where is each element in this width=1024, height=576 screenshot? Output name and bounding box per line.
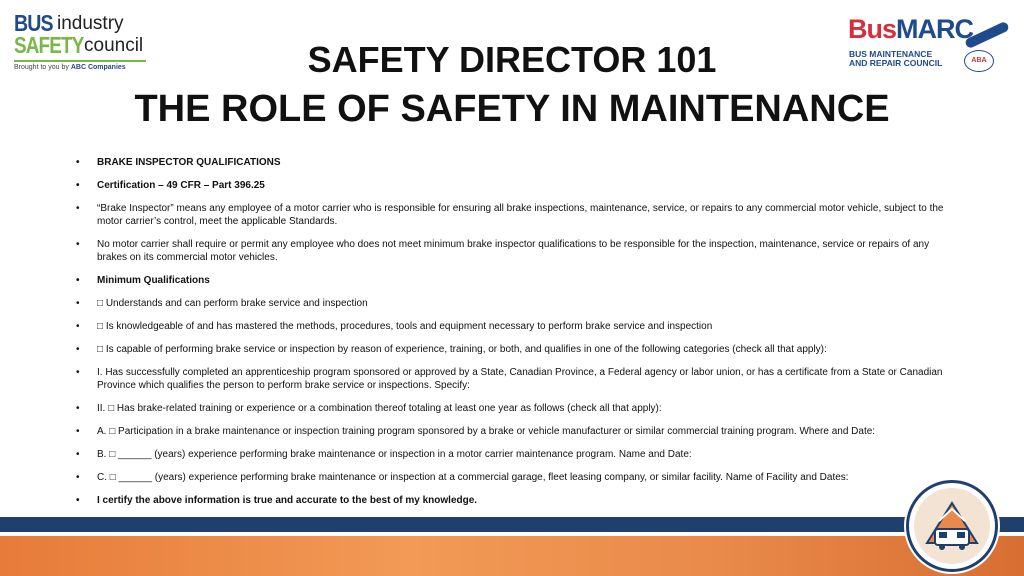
bullet-text: No motor carrier shall require or permit any employee who does not meet minimum brake inspector qualifications to be responsible for the inspection, maintenance, service or repairs of any brakes on its commercial motor vehicles. bbox=[97, 239, 930, 263]
bullet-text: II. □ Has brake-related training or experience or a combination thereof totaling at least one year as follows (check all that apply): bbox=[97, 403, 662, 414]
bullet-icon: • bbox=[76, 239, 80, 250]
bus-emblem-graphic bbox=[909, 483, 995, 569]
bullet-icon: • bbox=[76, 298, 80, 309]
bullet-text: B. □ ______ (years) experience performing brake maintenance or inspection in a motor carrier maintenance program. Name and Date: bbox=[97, 449, 692, 460]
logo-industry-text: industry bbox=[57, 13, 124, 34]
page-title: SAFETY DIRECTOR 101 bbox=[307, 39, 717, 80]
busmarc-marc-text: MARC bbox=[896, 14, 974, 44]
bullet-item bbox=[76, 320, 956, 333]
bullet-icon: • bbox=[76, 495, 80, 506]
bullet-item bbox=[76, 274, 956, 287]
bullet-icon: • bbox=[76, 275, 80, 286]
bullet-text: A. □ Participation in a brake maintenance or inspection training program sponsored by a brake or vehicle manufacturer or similar commercial training program. Where and Date: bbox=[97, 426, 876, 437]
bullet-icon: • bbox=[76, 344, 80, 355]
bullet-icon: • bbox=[76, 180, 80, 191]
logo-bus-text: BUS bbox=[14, 10, 53, 36]
bullet-text: □ Is capable of performing brake service or inspection by reason of experience, training, or both, and qualifies in one of the following categories (check all that apply): bbox=[97, 344, 827, 355]
page-subtitle: THE ROLE OF SAFETY IN MAINTENANCE bbox=[134, 88, 890, 130]
aba-badge-icon: ABA bbox=[964, 50, 994, 72]
bullet-icon: • bbox=[76, 472, 80, 483]
brought-by-company: ABC Companies bbox=[70, 64, 126, 71]
bullet-text: I certify the above information is true and accurate to the best of my knowledge. bbox=[97, 495, 478, 506]
bullet-icon: • bbox=[76, 426, 80, 437]
bullet-item bbox=[76, 297, 956, 310]
bullet-icon: • bbox=[76, 449, 80, 460]
bullet-item bbox=[76, 471, 956, 484]
bullet-text: I. Has successfully completed an apprenticeship program sponsored or approved by a State, Canadian Province, a Federal agency or labor union, or has a certificate from a State or Canadian Province which qualifies the person to perform brake service or inspections. Specify: bbox=[97, 367, 943, 391]
bullet-text: Minimum Qualifications bbox=[97, 275, 210, 286]
bullet-item bbox=[76, 366, 956, 392]
bullet-item bbox=[76, 343, 956, 356]
bullet-text: □ Is knowledgeable of and has mastered the methods, procedures, tools and equipment necessary to perform brake service and inspection bbox=[97, 321, 713, 332]
footer-stripe-navy bbox=[0, 517, 1024, 532]
bullet-text: Certification – 49 CFR – Part 396.25 bbox=[97, 180, 265, 191]
footer-stripe-orange bbox=[0, 536, 1024, 576]
bullet-item bbox=[76, 238, 956, 264]
bullet-item bbox=[76, 448, 956, 461]
bullet-item bbox=[76, 425, 956, 438]
bullet-text: BRAKE INSPECTOR QUALIFICATIONS bbox=[97, 157, 281, 168]
bullet-item bbox=[76, 494, 956, 507]
bullet-icon: • bbox=[76, 367, 80, 378]
logo-safety-text: SAFETY bbox=[14, 32, 84, 58]
busmarc-bus-text: Bus bbox=[848, 14, 897, 44]
bullet-item bbox=[76, 202, 956, 228]
bullet-icon: • bbox=[76, 203, 80, 214]
bullet-icon: • bbox=[76, 157, 80, 168]
busmarc-subtitle-line1: BUS MAINTENANCE bbox=[849, 49, 933, 59]
bullet-text: □ Understands and can perform brake service and inspection bbox=[97, 298, 368, 309]
logo-council-text: council bbox=[84, 35, 144, 56]
bullet-icon: • bbox=[76, 403, 80, 414]
bus-emblem-icon bbox=[906, 480, 998, 572]
bullet-text: “Brake Inspector” means any employee of a motor carrier who is responsible for ensuring all brake inspections, maintenance, service, or repairs to any commercial motor vehicle, subject to the motor carrier’s control, meet the applicable Standards. bbox=[97, 203, 944, 227]
bullet-item bbox=[76, 179, 956, 192]
bullet-item bbox=[76, 402, 956, 415]
brought-by-text: Brought to you by bbox=[14, 64, 69, 71]
bullet-list bbox=[76, 156, 956, 517]
bullet-item bbox=[76, 156, 956, 169]
bullet-text: C. □ ______ (years) experience performing brake maintenance or inspection at a commercial garage, fleet leasing company, or similar facility. Name of Facility and Dates: bbox=[97, 472, 849, 483]
busmarc-subtitle-line2: AND REPAIR COUNCIL bbox=[849, 58, 943, 68]
bullet-icon: • bbox=[76, 321, 80, 332]
